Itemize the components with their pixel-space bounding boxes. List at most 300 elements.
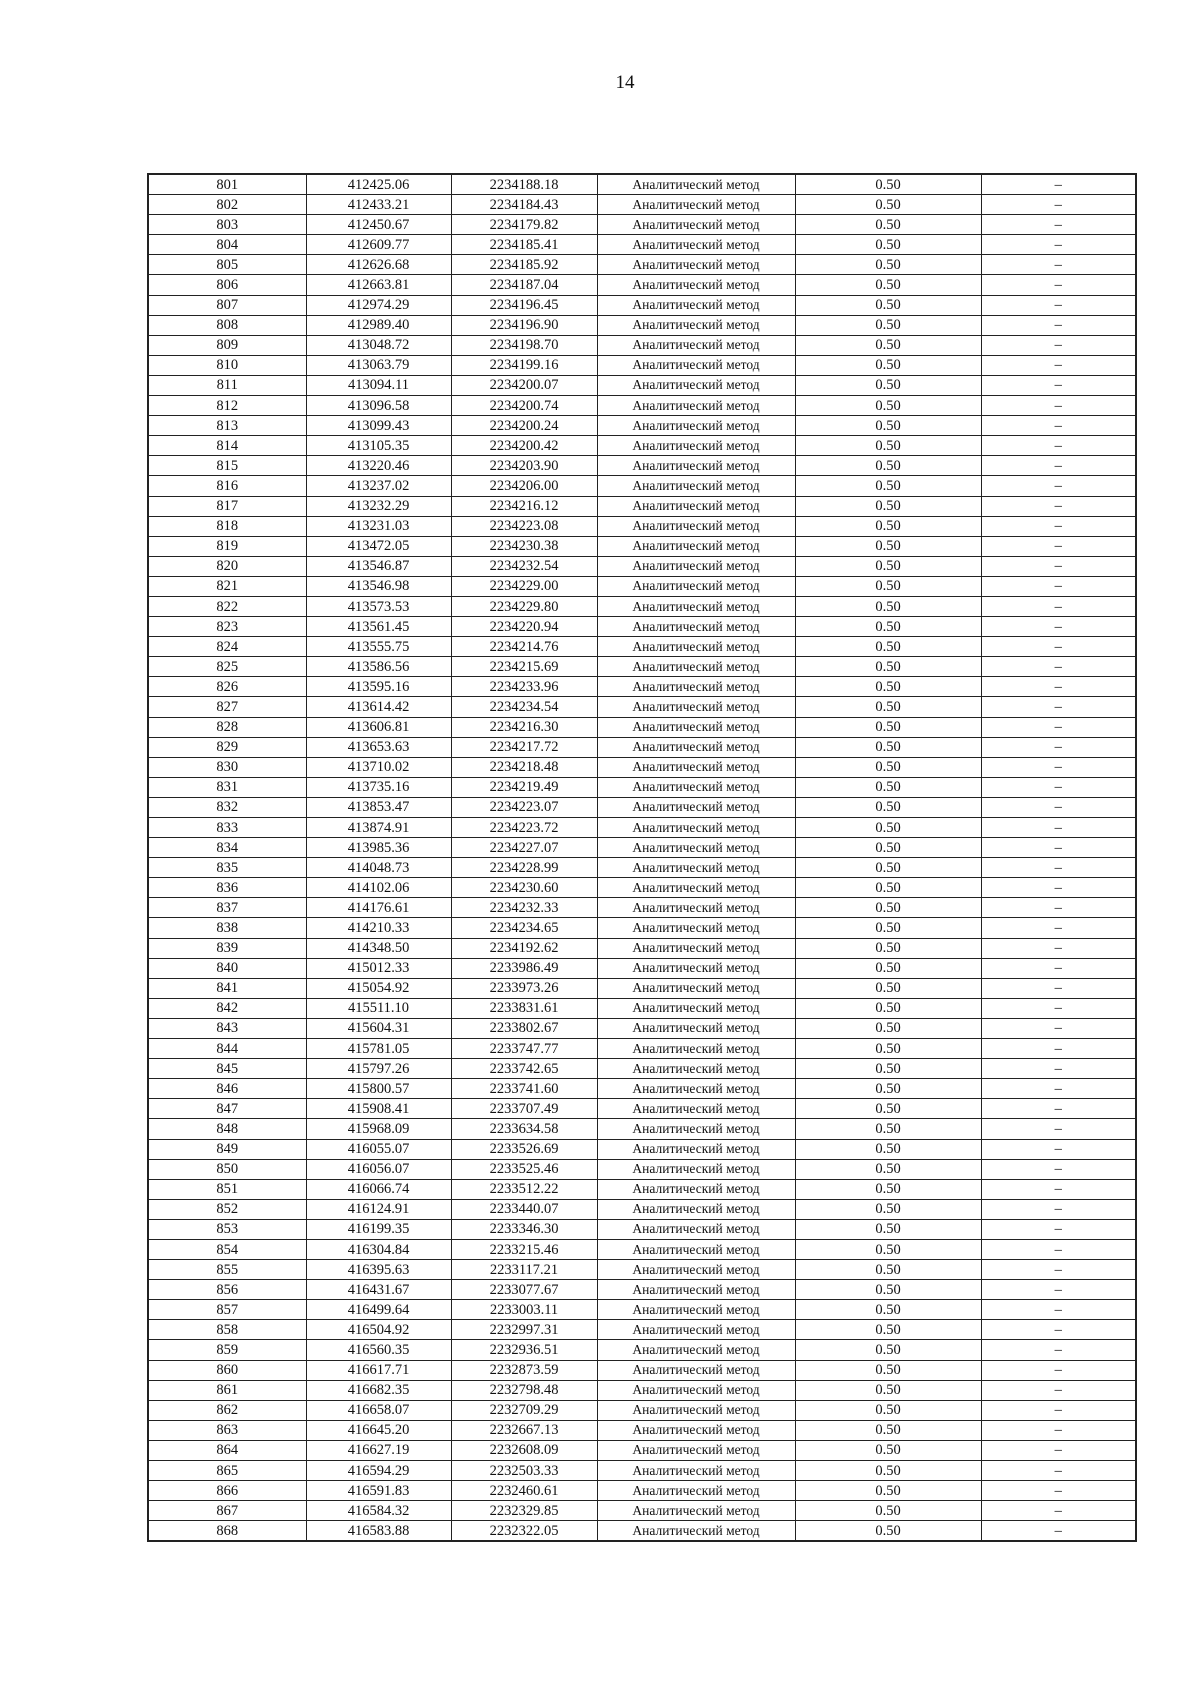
x-coordinate-cell: 413853.47 xyxy=(306,797,451,817)
note-cell: – xyxy=(981,516,1136,536)
note-cell: – xyxy=(981,1440,1136,1460)
y-coordinate-cell: 2234196.45 xyxy=(451,295,597,315)
y-coordinate-cell: 2233440.07 xyxy=(451,1199,597,1219)
x-coordinate-cell: 416560.35 xyxy=(306,1340,451,1360)
method-cell: Аналитический метод xyxy=(597,1179,795,1199)
y-coordinate-cell: 2233003.11 xyxy=(451,1300,597,1320)
note-cell: – xyxy=(981,958,1136,978)
y-coordinate-cell: 2234196.90 xyxy=(451,315,597,335)
x-coordinate-cell: 413653.63 xyxy=(306,737,451,757)
method-cell: Аналитический метод xyxy=(597,1119,795,1139)
method-cell: Аналитический метод xyxy=(597,657,795,677)
accuracy-cell: 0.50 xyxy=(795,195,981,215)
method-cell: Аналитический метод xyxy=(597,858,795,878)
accuracy-cell: 0.50 xyxy=(795,355,981,375)
y-coordinate-cell: 2232329.85 xyxy=(451,1501,597,1521)
table-row xyxy=(148,355,1136,375)
y-coordinate-cell: 2232997.31 xyxy=(451,1320,597,1340)
table-row xyxy=(148,1139,1136,1159)
accuracy-cell: 0.50 xyxy=(795,255,981,275)
point-number-cell: 849 xyxy=(148,1139,306,1159)
method-cell: Аналитический метод xyxy=(597,918,795,938)
table-row xyxy=(148,476,1136,496)
method-cell: Аналитический метод xyxy=(597,1260,795,1280)
x-coordinate-cell: 414048.73 xyxy=(306,858,451,878)
method-cell: Аналитический метод xyxy=(597,295,795,315)
accuracy-cell: 0.50 xyxy=(795,958,981,978)
accuracy-cell: 0.50 xyxy=(795,617,981,637)
note-cell: – xyxy=(981,918,1136,938)
method-cell: Аналитический метод xyxy=(597,878,795,898)
y-coordinate-cell: 2234192.62 xyxy=(451,938,597,958)
table-row xyxy=(148,335,1136,355)
table-row xyxy=(148,1320,1136,1340)
table-row xyxy=(148,818,1136,838)
accuracy-cell: 0.50 xyxy=(795,556,981,576)
y-coordinate-cell: 2234203.90 xyxy=(451,456,597,476)
point-number-cell: 858 xyxy=(148,1320,306,1340)
accuracy-cell: 0.50 xyxy=(795,215,981,235)
accuracy-cell: 0.50 xyxy=(795,697,981,717)
method-cell: Аналитический метод xyxy=(597,1280,795,1300)
method-cell: Аналитический метод xyxy=(597,1320,795,1340)
method-cell: Аналитический метод xyxy=(597,1440,795,1460)
x-coordinate-cell: 413614.42 xyxy=(306,697,451,717)
method-cell: Аналитический метод xyxy=(597,355,795,375)
accuracy-cell: 0.50 xyxy=(795,938,981,958)
y-coordinate-cell: 2233346.30 xyxy=(451,1219,597,1239)
note-cell: – xyxy=(981,657,1136,677)
table-row xyxy=(148,315,1136,335)
point-number-cell: 860 xyxy=(148,1360,306,1380)
accuracy-cell: 0.50 xyxy=(795,375,981,395)
point-number-cell: 816 xyxy=(148,476,306,496)
point-number-cell: 833 xyxy=(148,818,306,838)
note-cell: – xyxy=(981,1139,1136,1159)
method-cell: Аналитический метод xyxy=(597,898,795,918)
x-coordinate-cell: 412989.40 xyxy=(306,315,451,335)
table-row xyxy=(148,1179,1136,1199)
point-number-cell: 855 xyxy=(148,1260,306,1280)
table-row xyxy=(148,1059,1136,1079)
note-cell: – xyxy=(981,1340,1136,1360)
x-coordinate-cell: 412609.77 xyxy=(306,235,451,255)
note-cell: – xyxy=(981,1099,1136,1119)
x-coordinate-cell: 412974.29 xyxy=(306,295,451,315)
point-number-cell: 856 xyxy=(148,1280,306,1300)
method-cell: Аналитический метод xyxy=(597,818,795,838)
x-coordinate-cell: 416055.07 xyxy=(306,1139,451,1159)
accuracy-cell: 0.50 xyxy=(795,1119,981,1139)
accuracy-cell: 0.50 xyxy=(795,1400,981,1420)
table-row xyxy=(148,596,1136,616)
y-coordinate-cell: 2234188.18 xyxy=(451,174,597,195)
note-cell: – xyxy=(981,556,1136,576)
accuracy-cell: 0.50 xyxy=(795,838,981,858)
accuracy-cell: 0.50 xyxy=(795,1039,981,1059)
point-number-cell: 831 xyxy=(148,777,306,797)
point-number-cell: 834 xyxy=(148,838,306,858)
table-row xyxy=(148,657,1136,677)
note-cell: – xyxy=(981,737,1136,757)
y-coordinate-cell: 2234234.65 xyxy=(451,918,597,938)
accuracy-cell: 0.50 xyxy=(795,898,981,918)
y-coordinate-cell: 2233742.65 xyxy=(451,1059,597,1079)
note-cell: – xyxy=(981,295,1136,315)
x-coordinate-cell: 415800.57 xyxy=(306,1079,451,1099)
accuracy-cell: 0.50 xyxy=(795,1079,981,1099)
y-coordinate-cell: 2232709.29 xyxy=(451,1400,597,1420)
point-number-cell: 817 xyxy=(148,496,306,516)
accuracy-cell: 0.50 xyxy=(795,275,981,295)
point-number-cell: 807 xyxy=(148,295,306,315)
x-coordinate-cell: 416645.20 xyxy=(306,1420,451,1440)
note-cell: – xyxy=(981,637,1136,657)
point-number-cell: 818 xyxy=(148,516,306,536)
note-cell: – xyxy=(981,978,1136,998)
y-coordinate-cell: 2234216.12 xyxy=(451,496,597,516)
y-coordinate-cell: 2234200.42 xyxy=(451,436,597,456)
x-coordinate-cell: 415604.31 xyxy=(306,1018,451,1038)
x-coordinate-cell: 413595.16 xyxy=(306,677,451,697)
method-cell: Аналитический метод xyxy=(597,757,795,777)
accuracy-cell: 0.50 xyxy=(795,1059,981,1079)
table-row xyxy=(148,436,1136,456)
x-coordinate-cell: 414176.61 xyxy=(306,898,451,918)
y-coordinate-cell: 2234179.82 xyxy=(451,215,597,235)
y-coordinate-cell: 2232608.09 xyxy=(451,1440,597,1460)
accuracy-cell: 0.50 xyxy=(795,476,981,496)
note-cell: – xyxy=(981,1059,1136,1079)
note-cell: – xyxy=(981,1239,1136,1259)
note-cell: – xyxy=(981,355,1136,375)
method-cell: Аналитический метод xyxy=(597,174,795,195)
point-number-cell: 825 xyxy=(148,657,306,677)
x-coordinate-cell: 415054.92 xyxy=(306,978,451,998)
accuracy-cell: 0.50 xyxy=(795,1340,981,1360)
x-coordinate-cell: 416395.63 xyxy=(306,1260,451,1280)
x-coordinate-cell: 413220.46 xyxy=(306,456,451,476)
x-coordinate-cell: 413546.98 xyxy=(306,576,451,596)
point-number-cell: 814 xyxy=(148,436,306,456)
point-number-cell: 808 xyxy=(148,315,306,335)
x-coordinate-cell: 416617.71 xyxy=(306,1360,451,1380)
point-number-cell: 830 xyxy=(148,757,306,777)
point-number-cell: 835 xyxy=(148,858,306,878)
x-coordinate-cell: 414348.50 xyxy=(306,938,451,958)
x-coordinate-cell: 412425.06 xyxy=(306,174,451,195)
table-row xyxy=(148,1119,1136,1139)
accuracy-cell: 0.50 xyxy=(795,1300,981,1320)
table-row xyxy=(148,617,1136,637)
note-cell: – xyxy=(981,1360,1136,1380)
method-cell: Аналитический метод xyxy=(597,1099,795,1119)
method-cell: Аналитический метод xyxy=(597,1159,795,1179)
x-coordinate-cell: 413546.87 xyxy=(306,556,451,576)
note-cell: – xyxy=(981,998,1136,1018)
note-cell: – xyxy=(981,576,1136,596)
point-number-cell: 822 xyxy=(148,596,306,616)
x-coordinate-cell: 412626.68 xyxy=(306,255,451,275)
table-row xyxy=(148,235,1136,255)
method-cell: Аналитический метод xyxy=(597,717,795,737)
note-cell: – xyxy=(981,757,1136,777)
table-row xyxy=(148,1501,1136,1521)
x-coordinate-cell: 416658.07 xyxy=(306,1400,451,1420)
method-cell: Аналитический метод xyxy=(597,255,795,275)
method-cell: Аналитический метод xyxy=(597,1340,795,1360)
method-cell: Аналитический метод xyxy=(597,1420,795,1440)
method-cell: Аналитический метод xyxy=(597,476,795,496)
accuracy-cell: 0.50 xyxy=(795,335,981,355)
point-number-cell: 866 xyxy=(148,1481,306,1501)
x-coordinate-cell: 412663.81 xyxy=(306,275,451,295)
x-coordinate-cell: 413985.36 xyxy=(306,838,451,858)
table-row xyxy=(148,1461,1136,1481)
y-coordinate-cell: 2233634.58 xyxy=(451,1119,597,1139)
table-row xyxy=(148,375,1136,395)
method-cell: Аналитический метод xyxy=(597,1079,795,1099)
note-cell: – xyxy=(981,1219,1136,1239)
point-number-cell: 819 xyxy=(148,536,306,556)
table-row xyxy=(148,215,1136,235)
accuracy-cell: 0.50 xyxy=(795,1260,981,1280)
x-coordinate-cell: 414102.06 xyxy=(306,878,451,898)
method-cell: Аналитический метод xyxy=(597,576,795,596)
method-cell: Аналитический метод xyxy=(597,195,795,215)
note-cell: – xyxy=(981,818,1136,838)
accuracy-cell: 0.50 xyxy=(795,1360,981,1380)
accuracy-cell: 0.50 xyxy=(795,1239,981,1259)
method-cell: Аналитический метод xyxy=(597,737,795,757)
method-cell: Аналитический метод xyxy=(597,556,795,576)
accuracy-cell: 0.50 xyxy=(795,1179,981,1199)
point-number-cell: 802 xyxy=(148,195,306,215)
x-coordinate-cell: 416431.67 xyxy=(306,1280,451,1300)
table-row xyxy=(148,1380,1136,1400)
point-number-cell: 813 xyxy=(148,416,306,436)
accuracy-cell: 0.50 xyxy=(795,456,981,476)
note-cell: – xyxy=(981,878,1136,898)
accuracy-cell: 0.50 xyxy=(795,757,981,777)
coordinates-table xyxy=(147,173,1137,1542)
point-number-cell: 811 xyxy=(148,375,306,395)
table-row xyxy=(148,1159,1136,1179)
method-cell: Аналитический метод xyxy=(597,1300,795,1320)
y-coordinate-cell: 2233117.21 xyxy=(451,1260,597,1280)
y-coordinate-cell: 2232873.59 xyxy=(451,1360,597,1380)
note-cell: – xyxy=(981,275,1136,295)
point-number-cell: 823 xyxy=(148,617,306,637)
point-number-cell: 863 xyxy=(148,1420,306,1440)
y-coordinate-cell: 2234185.41 xyxy=(451,235,597,255)
table-row xyxy=(148,516,1136,536)
method-cell: Аналитический метод xyxy=(597,1380,795,1400)
note-cell: – xyxy=(981,596,1136,616)
table-row xyxy=(148,1481,1136,1501)
point-number-cell: 848 xyxy=(148,1119,306,1139)
y-coordinate-cell: 2234216.30 xyxy=(451,717,597,737)
table-row xyxy=(148,858,1136,878)
accuracy-cell: 0.50 xyxy=(795,777,981,797)
note-cell: – xyxy=(981,174,1136,195)
point-number-cell: 832 xyxy=(148,797,306,817)
point-number-cell: 853 xyxy=(148,1219,306,1239)
point-number-cell: 810 xyxy=(148,355,306,375)
table-row xyxy=(148,918,1136,938)
method-cell: Аналитический метод xyxy=(597,1219,795,1239)
point-number-cell: 847 xyxy=(148,1099,306,1119)
point-number-cell: 845 xyxy=(148,1059,306,1079)
y-coordinate-cell: 2234228.99 xyxy=(451,858,597,878)
y-coordinate-cell: 2232322.05 xyxy=(451,1521,597,1542)
y-coordinate-cell: 2234199.16 xyxy=(451,355,597,375)
table-row xyxy=(148,1420,1136,1440)
point-number-cell: 837 xyxy=(148,898,306,918)
accuracy-cell: 0.50 xyxy=(795,978,981,998)
note-cell: – xyxy=(981,777,1136,797)
note-cell: – xyxy=(981,1461,1136,1481)
note-cell: – xyxy=(981,838,1136,858)
point-number-cell: 857 xyxy=(148,1300,306,1320)
point-number-cell: 828 xyxy=(148,717,306,737)
x-coordinate-cell: 416584.32 xyxy=(306,1501,451,1521)
note-cell: – xyxy=(981,255,1136,275)
note-cell: – xyxy=(981,1039,1136,1059)
table-row xyxy=(148,1219,1136,1239)
note-cell: – xyxy=(981,1521,1136,1542)
method-cell: Аналитический метод xyxy=(597,456,795,476)
table-row xyxy=(148,878,1136,898)
y-coordinate-cell: 2233831.61 xyxy=(451,998,597,1018)
method-cell: Аналитический метод xyxy=(597,978,795,998)
table-row xyxy=(148,637,1136,657)
method-cell: Аналитический метод xyxy=(597,797,795,817)
note-cell: – xyxy=(981,315,1136,335)
method-cell: Аналитический метод xyxy=(597,1521,795,1542)
method-cell: Аналитический метод xyxy=(597,938,795,958)
table-row xyxy=(148,295,1136,315)
point-number-cell: 840 xyxy=(148,958,306,978)
y-coordinate-cell: 2233747.77 xyxy=(451,1039,597,1059)
method-cell: Аналитический метод xyxy=(597,275,795,295)
x-coordinate-cell: 416504.92 xyxy=(306,1320,451,1340)
accuracy-cell: 0.50 xyxy=(795,1501,981,1521)
method-cell: Аналитический метод xyxy=(597,516,795,536)
point-number-cell: 868 xyxy=(148,1521,306,1542)
note-cell: – xyxy=(981,697,1136,717)
table-row xyxy=(148,777,1136,797)
note-cell: – xyxy=(981,898,1136,918)
accuracy-cell: 0.50 xyxy=(795,878,981,898)
note-cell: – xyxy=(981,1420,1136,1440)
x-coordinate-cell: 413096.58 xyxy=(306,396,451,416)
y-coordinate-cell: 2233802.67 xyxy=(451,1018,597,1038)
x-coordinate-cell: 416304.84 xyxy=(306,1239,451,1259)
x-coordinate-cell: 413606.81 xyxy=(306,717,451,737)
note-cell: – xyxy=(981,1380,1136,1400)
accuracy-cell: 0.50 xyxy=(795,818,981,838)
y-coordinate-cell: 2233525.46 xyxy=(451,1159,597,1179)
point-number-cell: 851 xyxy=(148,1179,306,1199)
method-cell: Аналитический метод xyxy=(597,617,795,637)
y-coordinate-cell: 2234206.00 xyxy=(451,476,597,496)
y-coordinate-cell: 2234229.00 xyxy=(451,576,597,596)
note-cell: – xyxy=(981,456,1136,476)
method-cell: Аналитический метод xyxy=(597,1239,795,1259)
accuracy-cell: 0.50 xyxy=(795,315,981,335)
x-coordinate-cell: 415968.09 xyxy=(306,1119,451,1139)
note-cell: – xyxy=(981,1179,1136,1199)
x-coordinate-cell: 413105.35 xyxy=(306,436,451,456)
accuracy-cell: 0.50 xyxy=(795,436,981,456)
point-number-cell: 846 xyxy=(148,1079,306,1099)
method-cell: Аналитический метод xyxy=(597,1139,795,1159)
method-cell: Аналитический метод xyxy=(597,396,795,416)
x-coordinate-cell: 414210.33 xyxy=(306,918,451,938)
x-coordinate-cell: 415908.41 xyxy=(306,1099,451,1119)
method-cell: Аналитический метод xyxy=(597,315,795,335)
accuracy-cell: 0.50 xyxy=(795,1280,981,1300)
method-cell: Аналитический метод xyxy=(597,416,795,436)
y-coordinate-cell: 2232667.13 xyxy=(451,1420,597,1440)
note-cell: – xyxy=(981,1400,1136,1420)
note-cell: – xyxy=(981,717,1136,737)
x-coordinate-cell: 415781.05 xyxy=(306,1039,451,1059)
table-row xyxy=(148,717,1136,737)
point-number-cell: 827 xyxy=(148,697,306,717)
accuracy-cell: 0.50 xyxy=(795,174,981,195)
x-coordinate-cell: 416627.19 xyxy=(306,1440,451,1460)
accuracy-cell: 0.50 xyxy=(795,797,981,817)
point-number-cell: 812 xyxy=(148,396,306,416)
accuracy-cell: 0.50 xyxy=(795,1159,981,1179)
page-number: 14 xyxy=(615,72,635,93)
y-coordinate-cell: 2233215.46 xyxy=(451,1239,597,1259)
point-number-cell: 839 xyxy=(148,938,306,958)
table-row xyxy=(148,757,1136,777)
y-coordinate-cell: 2233512.22 xyxy=(451,1179,597,1199)
point-number-cell: 804 xyxy=(148,235,306,255)
table-row xyxy=(148,1521,1136,1542)
note-cell: – xyxy=(981,617,1136,637)
note-cell: – xyxy=(981,1260,1136,1280)
y-coordinate-cell: 2234230.38 xyxy=(451,536,597,556)
point-number-cell: 865 xyxy=(148,1461,306,1481)
point-number-cell: 820 xyxy=(148,556,306,576)
note-cell: – xyxy=(981,396,1136,416)
x-coordinate-cell: 415012.33 xyxy=(306,958,451,978)
point-number-cell: 842 xyxy=(148,998,306,1018)
coordinates-table-body xyxy=(148,174,1136,1541)
accuracy-cell: 0.50 xyxy=(795,1521,981,1542)
note-cell: – xyxy=(981,677,1136,697)
note-cell: – xyxy=(981,476,1136,496)
accuracy-cell: 0.50 xyxy=(795,1440,981,1460)
x-coordinate-cell: 413874.91 xyxy=(306,818,451,838)
y-coordinate-cell: 2233741.60 xyxy=(451,1079,597,1099)
table-row xyxy=(148,978,1136,998)
accuracy-cell: 0.50 xyxy=(795,536,981,556)
x-coordinate-cell: 413231.03 xyxy=(306,516,451,536)
method-cell: Аналитический метод xyxy=(597,838,795,858)
point-number-cell: 801 xyxy=(148,174,306,195)
note-cell: – xyxy=(981,797,1136,817)
note-cell: – xyxy=(981,215,1136,235)
point-number-cell: 809 xyxy=(148,335,306,355)
note-cell: – xyxy=(981,1018,1136,1038)
y-coordinate-cell: 2232503.33 xyxy=(451,1461,597,1481)
